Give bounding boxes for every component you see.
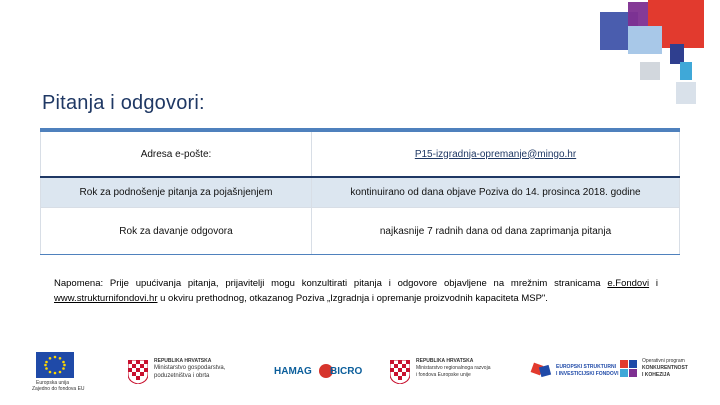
op-text: Operativni program (642, 358, 685, 364)
op-text: I KOHEZIJA (642, 372, 671, 378)
table-row-email (41, 131, 680, 177)
note-text: Napomena: Prije upućivanja pitanja, prijavitelji mogu konzultirati pitanja i odgovore objavljene na mrežnim stranicama (54, 278, 608, 289)
note-paragraph (54, 276, 658, 306)
table-row-deadline-questions (41, 177, 680, 208)
decor-square-teal (680, 62, 692, 80)
esi-text: I INVESTICIJSKI FONDOVI (556, 371, 619, 377)
ministry-regional-logo (386, 348, 526, 394)
ministry-economy-logo (124, 348, 274, 394)
eu-flag-icon (36, 352, 74, 378)
info-table (40, 130, 680, 255)
table-row-deadline-answers (41, 208, 680, 255)
ministry-name: REPUBLIKA HRVATSKA (154, 358, 212, 364)
table-cell-value (312, 131, 680, 177)
ministry-name: Ministarstvo regionalnoga razvoja (416, 365, 491, 371)
table-cell-value: najkasnije 7 radnih dana od dana zaprimanja pitanja (312, 208, 680, 255)
email-link[interactable]: P15-izgradnja-opremanje@mingo.hr (414, 148, 577, 160)
esi-star-icon (530, 358, 554, 382)
hamag-text: HAMAG (274, 366, 312, 377)
ministry-name: poduzetništva i obrta (154, 373, 210, 379)
esi-text: EUROPSKI STRUKTURNI (556, 364, 617, 370)
op-text: KONKURENTNOST (642, 365, 688, 371)
eu-caption: Zajedno do fondova EU (32, 386, 85, 392)
hamag-bicro-logo (268, 348, 368, 394)
op-competitiveness-logo (618, 348, 700, 394)
bicro-text: BICRO (330, 366, 363, 377)
strukturnifondovi-link[interactable]: www.strukturnifondovi.hr (54, 293, 158, 304)
decor-square-lightblue (628, 26, 662, 54)
logo-strip (28, 348, 700, 394)
decor-square-pale (676, 82, 696, 104)
efondovi-link[interactable]: e.Fondovi (607, 278, 650, 289)
decor-square-gray (640, 62, 660, 80)
page-title: Pitanja i odgovori: (42, 92, 205, 114)
note-text: u okviru prethodnog, otkazanog Poziva „Izgradnja i opremanje proizvodnih kapaciteta MSP". (157, 293, 548, 304)
table-cell-label: Rok za davanje odgovora (41, 208, 312, 255)
ministry-name: i fondova Europske unije (416, 372, 471, 378)
ministry-name: Ministarstvo gospodarstva, (154, 365, 226, 371)
croatian-coat-of-arms-icon (390, 360, 410, 384)
ministry-name: REPUBLIKA HRVATSKA (416, 358, 474, 364)
table-cell-label: Rok za podnošenje pitanja za pojašnjenjem (41, 177, 312, 208)
esi-funds-logo (528, 348, 618, 394)
op-squares-icon (620, 360, 638, 378)
table-cell-value: kontinuirano od dana objave Poziva do 14. prosinca 2018. godine (312, 177, 680, 208)
decor-square-navy (670, 44, 684, 64)
eu-caption: Europska unija (36, 380, 70, 386)
eu-logo (28, 348, 88, 394)
note-text: i (649, 278, 658, 289)
croatian-coat-of-arms-icon (128, 360, 148, 384)
table-cell-label: Adresa e-pošte: (41, 131, 312, 177)
